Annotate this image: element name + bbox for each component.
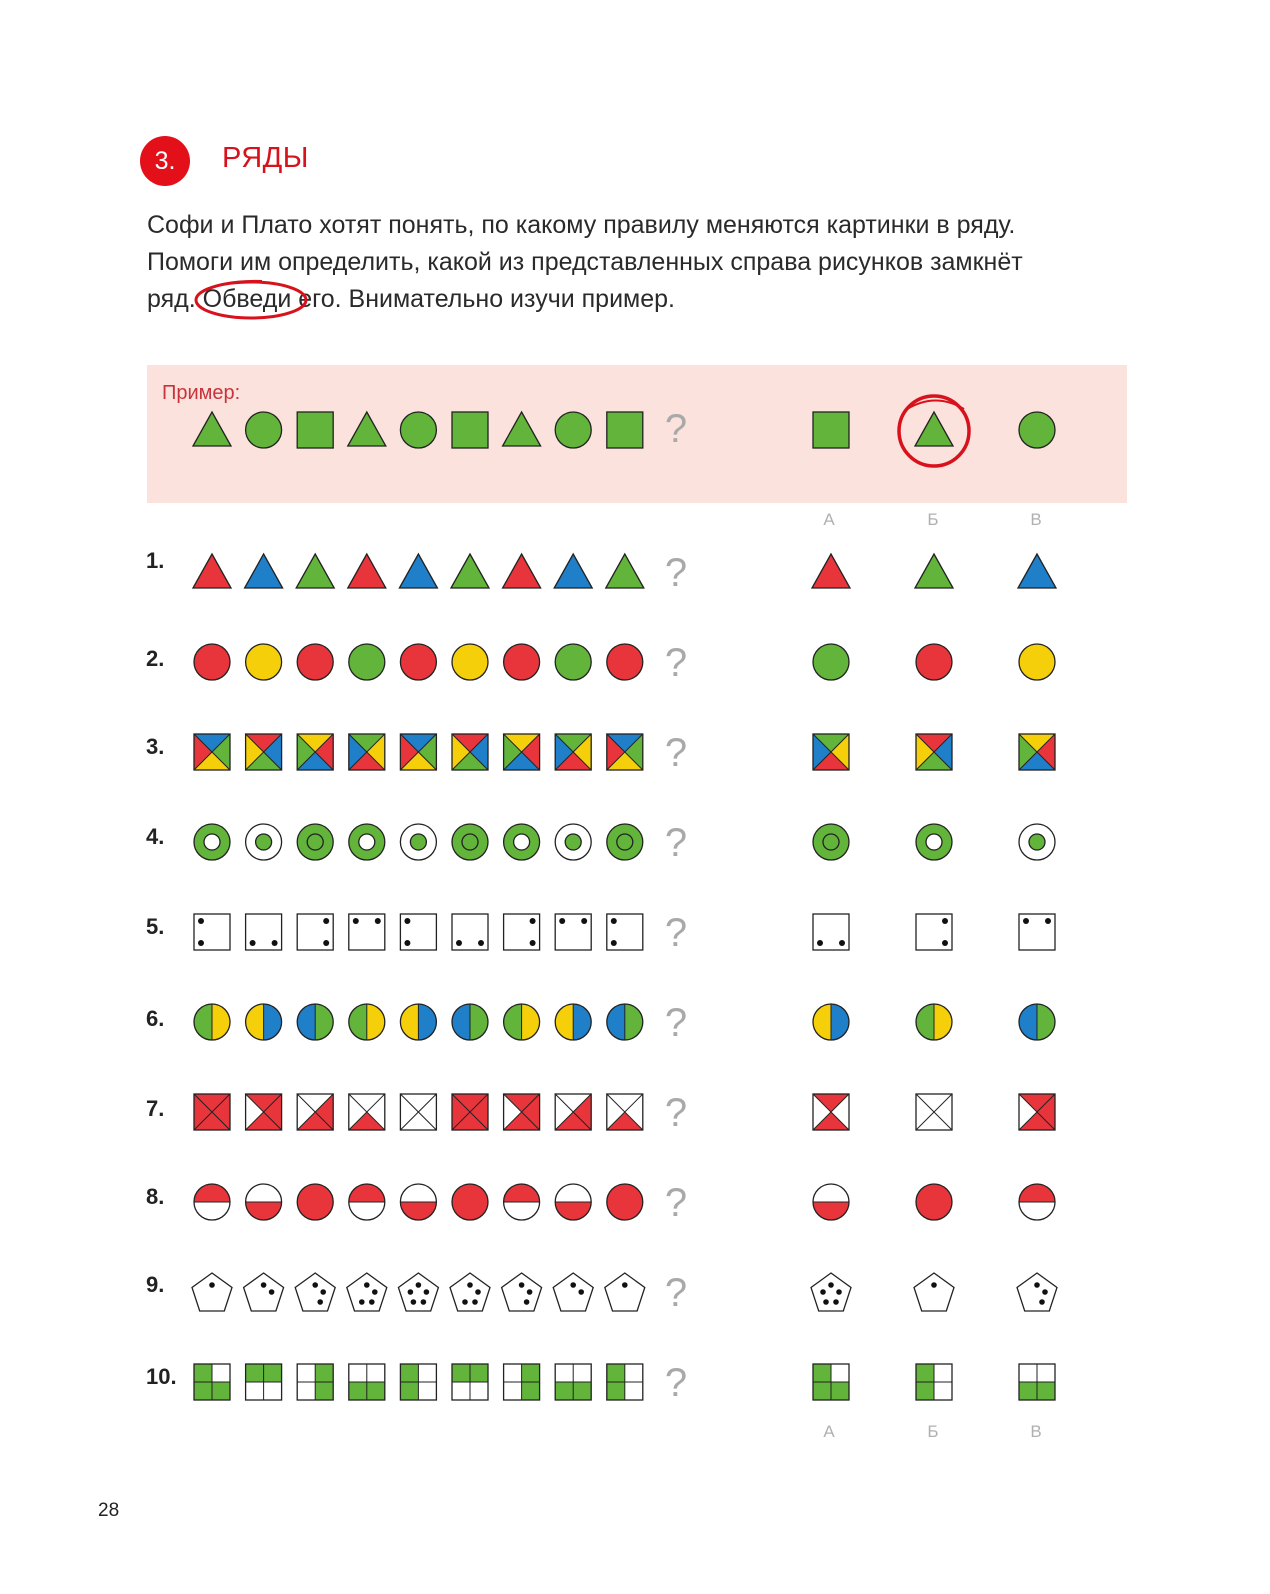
row-2-option-b (916, 644, 952, 680)
answer-label-b-bottom: Б (927, 1422, 939, 1441)
row-6-figure-1 (194, 1004, 230, 1040)
row-1-figure-5 (399, 554, 437, 588)
row-3-figure-4 (349, 734, 385, 770)
example-option-a (813, 412, 849, 448)
row-3-figure-9 (607, 734, 643, 770)
example-figure-1 (193, 412, 231, 446)
row-number-6: 6. (146, 1006, 165, 1031)
row-number-4: 4. (146, 824, 165, 849)
section-title: РЯДЫ (222, 142, 309, 174)
row-5-figure-3 (297, 914, 333, 950)
example-option-b (915, 412, 953, 446)
row-5-figure-2 (246, 914, 282, 950)
row-9-figure-2 (244, 1273, 284, 1311)
row-9-figure-7 (502, 1273, 542, 1311)
row-5-figure-1 (194, 914, 230, 950)
row-number-9: 9. (146, 1272, 165, 1297)
row-10-figure-3 (297, 1364, 333, 1400)
row-10-figure-7 (504, 1364, 540, 1400)
row-4-option-a (813, 824, 849, 860)
row-number-8: 8. (146, 1184, 165, 1209)
row-5-figure-4 (349, 914, 385, 950)
row-10-figure-4 (349, 1364, 385, 1400)
row-9-option-v (1017, 1273, 1057, 1311)
row-10-figure-6 (452, 1364, 488, 1400)
row-4-figure-1 (194, 824, 230, 860)
row-3-option-b (916, 734, 952, 770)
row-7-figure-2 (246, 1094, 282, 1130)
example-option-v (1019, 412, 1055, 448)
question-mark-6: ? (664, 1001, 688, 1045)
row-8-option-a (813, 1184, 849, 1220)
row-4-figure-4 (349, 824, 385, 860)
question-mark-7: ? (664, 1091, 688, 1135)
row-6-figure-2 (246, 1004, 282, 1040)
row-10-option-v (1019, 1364, 1055, 1400)
question-mark-5: ? (664, 911, 688, 955)
row-2-figure-9 (607, 644, 643, 680)
row-1-option-a (812, 554, 850, 588)
row-3-figure-5 (400, 734, 436, 770)
row-3-figure-8 (555, 734, 591, 770)
row-6-option-v (1019, 1004, 1055, 1040)
row-4-figure-5 (400, 824, 436, 860)
row-7-figure-7 (504, 1094, 540, 1130)
row-4-figure-3 (297, 824, 333, 860)
example-figure-2 (246, 412, 282, 448)
row-1-figure-8 (554, 554, 592, 588)
example-label: Пример: (162, 382, 241, 404)
row-number-1: 1. (146, 548, 165, 573)
row-2-option-v (1019, 644, 1055, 680)
row-6-figure-8 (555, 1004, 591, 1040)
row-3-figure-6 (452, 734, 488, 770)
row-6-figure-6 (452, 1004, 488, 1040)
row-2-figure-5 (400, 644, 436, 680)
row-8-figure-4 (349, 1184, 385, 1220)
row-2-figure-3 (297, 644, 333, 680)
row-5-figure-6 (452, 914, 488, 950)
row-7-figure-1 (194, 1094, 230, 1130)
example-figure-6 (452, 412, 488, 448)
row-7-figure-8 (555, 1094, 591, 1130)
row-8-option-b (916, 1184, 952, 1220)
row-4-figure-6 (452, 824, 488, 860)
question-mark-2: ? (664, 641, 688, 685)
question-mark-1: ? (664, 551, 688, 595)
row-number-3: 3. (146, 734, 165, 759)
row-3-figure-1 (194, 734, 230, 770)
example-figure-8 (555, 412, 591, 448)
row-5-figure-7 (504, 914, 540, 950)
row-9-option-b (914, 1273, 954, 1311)
row-7-option-b (916, 1094, 952, 1130)
row-7-figure-5 (400, 1094, 436, 1130)
row-5-figure-8 (555, 914, 591, 950)
question-mark-example: ? (664, 407, 688, 451)
instructions-line-3-end: его. Внимательно изучи пример. (298, 285, 675, 313)
row-4-figure-8 (555, 824, 591, 860)
row-4-figure-9 (607, 824, 643, 860)
instructions-line-3-start: ряд. (147, 285, 196, 313)
row-7-figure-9 (607, 1094, 643, 1130)
example-figure-7 (503, 412, 541, 446)
row-10-figure-9 (607, 1364, 643, 1400)
instructions-line-2: Помоги им определить, какой из представленных справа рисунков замкнёт (147, 248, 1023, 276)
section-number-badge: 3. (140, 136, 190, 186)
row-1-figure-9 (606, 554, 644, 588)
example-figure-3 (297, 412, 333, 448)
row-5-figure-5 (400, 914, 436, 950)
row-6-figure-7 (504, 1004, 540, 1040)
row-6-option-b (916, 1004, 952, 1040)
row-1-figure-7 (503, 554, 541, 588)
row-10-figure-1 (194, 1364, 230, 1400)
row-8-figure-1 (194, 1184, 230, 1220)
row-1-figure-1 (193, 554, 231, 588)
row-10-option-b (916, 1364, 952, 1400)
row-4-option-v (1019, 824, 1055, 860)
row-number-5: 5. (146, 914, 165, 939)
row-4-figure-2 (246, 824, 282, 860)
row-1-figure-6 (451, 554, 489, 588)
row-6-figure-5 (400, 1004, 436, 1040)
row-1-figure-2 (245, 554, 283, 588)
row-6-option-a (813, 1004, 849, 1040)
question-mark-10: ? (664, 1361, 688, 1405)
row-8-figure-9 (607, 1184, 643, 1220)
row-8-figure-6 (452, 1184, 488, 1220)
instructions-line-1: Софи и Плато хотят понять, по какому правилу меняются картинки в ряду. (147, 211, 1016, 239)
question-mark-4: ? (664, 821, 688, 865)
row-4-figure-7 (504, 824, 540, 860)
answer-label-a: А (823, 510, 835, 529)
page-number: 28 (98, 1500, 120, 1521)
row-2-figure-2 (246, 644, 282, 680)
row-2-figure-7 (504, 644, 540, 680)
row-1-option-v (1018, 554, 1056, 588)
row-3-option-v (1019, 734, 1055, 770)
row-7-option-a (813, 1094, 849, 1130)
row-10-figure-5 (400, 1364, 436, 1400)
row-2-figure-4 (349, 644, 385, 680)
row-4-option-b (916, 824, 952, 860)
row-5-option-b (916, 914, 952, 950)
row-1-option-b (915, 554, 953, 588)
answer-label-b: Б (927, 510, 939, 529)
row-10-option-a (813, 1364, 849, 1400)
row-3-figure-7 (504, 734, 540, 770)
row-9-figure-1 (192, 1273, 232, 1311)
row-9-option-a (811, 1273, 851, 1311)
row-9-figure-3 (295, 1273, 335, 1311)
row-8-figure-8 (555, 1184, 591, 1220)
example-figure-5 (400, 412, 436, 448)
row-7-figure-3 (297, 1094, 333, 1130)
row-number-2: 2. (146, 646, 165, 671)
row-5-option-v (1019, 914, 1055, 950)
row-7-figure-4 (349, 1094, 385, 1130)
answer-label-v-bottom: В (1030, 1422, 1042, 1441)
row-7-option-v (1019, 1094, 1055, 1130)
question-mark-8: ? (664, 1181, 688, 1225)
row-6-figure-3 (297, 1004, 333, 1040)
circled-word-text: Обведи (202, 285, 292, 313)
row-10-figure-2 (246, 1364, 282, 1400)
row-number-7: 7. (146, 1096, 165, 1121)
row-9-figure-9 (605, 1273, 645, 1311)
row-2-figure-1 (194, 644, 230, 680)
row-7-figure-6 (452, 1094, 488, 1130)
row-10-figure-8 (555, 1364, 591, 1400)
row-1-figure-4 (348, 554, 386, 588)
row-9-figure-4 (347, 1273, 387, 1311)
row-8-option-v (1019, 1184, 1055, 1220)
row-8-figure-3 (297, 1184, 333, 1220)
row-5-figure-9 (607, 914, 643, 950)
row-6-figure-4 (349, 1004, 385, 1040)
example-figure-4 (348, 412, 386, 446)
row-3-option-a (813, 734, 849, 770)
answer-label-v: В (1030, 510, 1042, 529)
row-3-figure-3 (297, 734, 333, 770)
row-8-figure-5 (400, 1184, 436, 1220)
row-2-figure-8 (555, 644, 591, 680)
row-9-figure-8 (553, 1273, 593, 1311)
row-2-figure-6 (452, 644, 488, 680)
row-1-figure-3 (296, 554, 334, 588)
row-9-figure-5 (398, 1273, 438, 1311)
row-2-option-a (813, 644, 849, 680)
row-8-figure-2 (246, 1184, 282, 1220)
row-3-figure-2 (246, 734, 282, 770)
question-mark-9: ? (664, 1271, 688, 1315)
row-5-option-a (813, 914, 849, 950)
example-figure-9 (607, 412, 643, 448)
answer-label-a-bottom: А (823, 1422, 835, 1441)
row-number-10: 10. (146, 1364, 177, 1389)
question-mark-3: ? (664, 731, 688, 775)
row-8-figure-7 (504, 1184, 540, 1220)
row-9-figure-6 (450, 1273, 490, 1311)
row-6-figure-9 (607, 1004, 643, 1040)
